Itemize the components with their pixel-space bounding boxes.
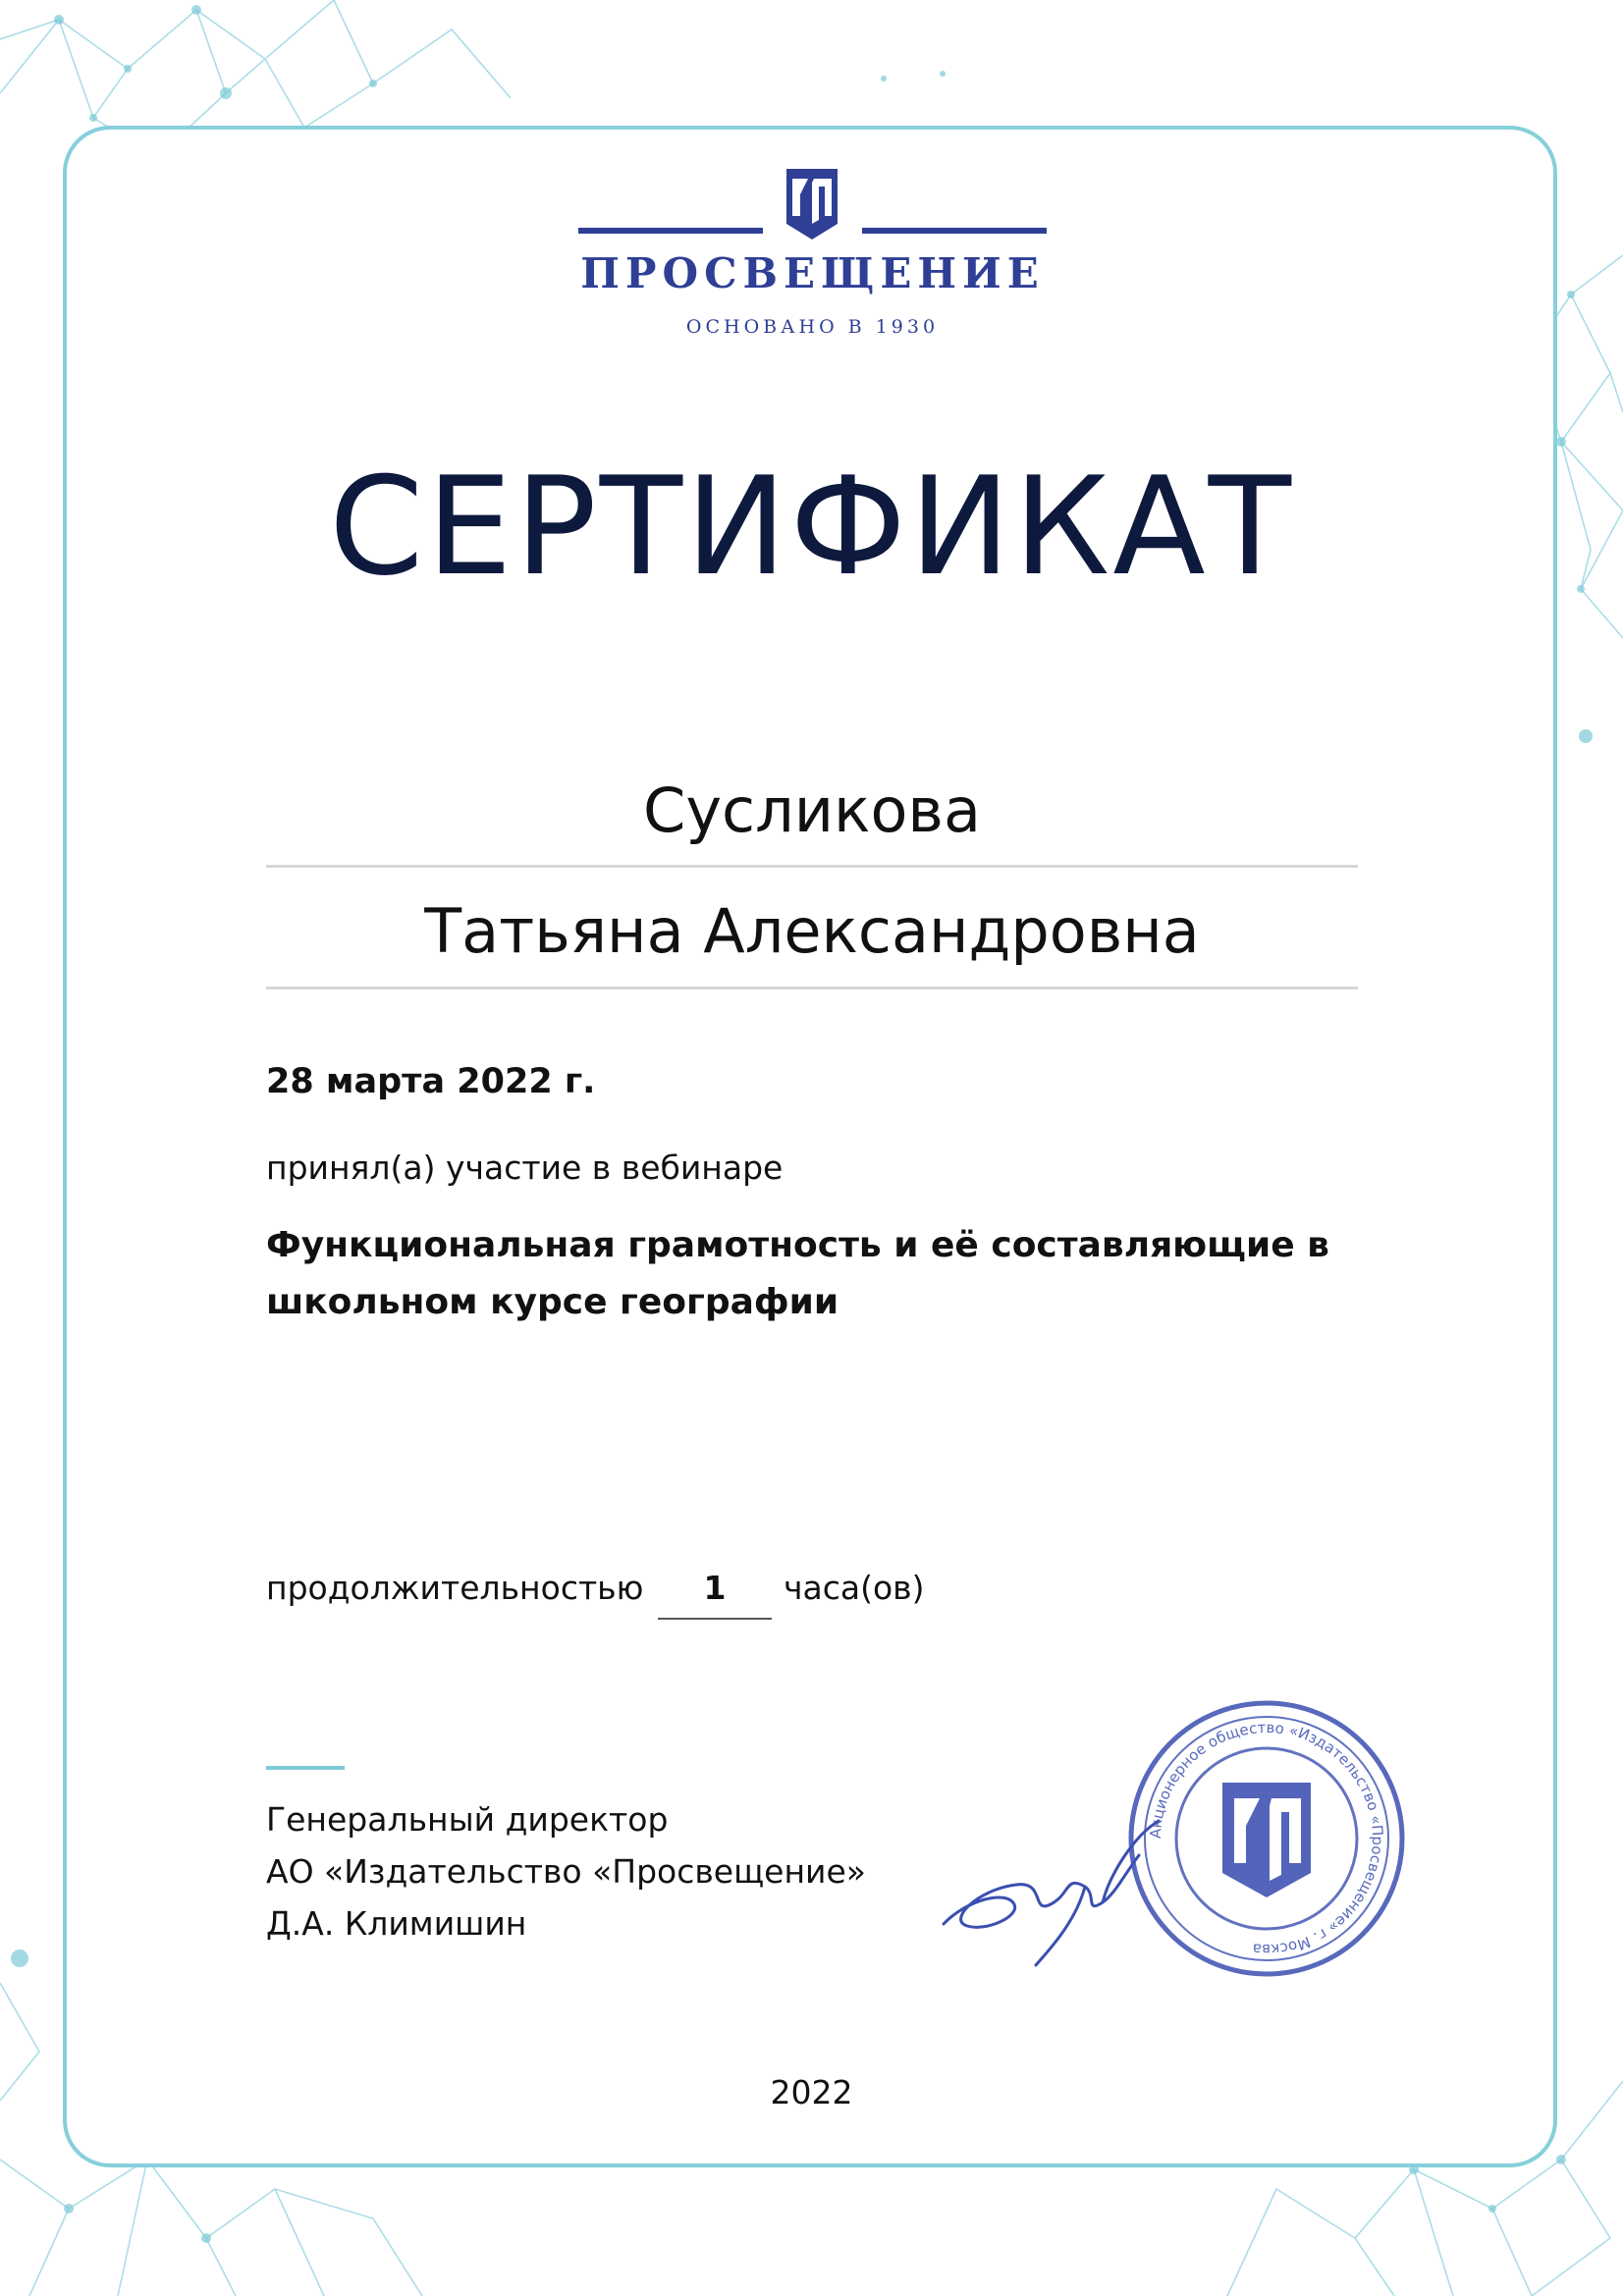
certificate-year: 2022 xyxy=(770,2073,853,2111)
logo-rule-right xyxy=(862,228,1047,234)
duration-unit: часа(ов) xyxy=(784,1569,925,1607)
prosveshchenie-emblem-icon xyxy=(783,165,841,241)
brand-tagline: ОСНОВАНО В 1930 xyxy=(685,316,940,338)
given-names-underline xyxy=(266,987,1358,989)
signatory-name: Д.А. Климишин xyxy=(266,1904,527,1943)
company-seal xyxy=(1124,1696,1409,1981)
signatory-position: Генеральный директор xyxy=(266,1800,669,1839)
participation-text: принял(а) участие в вебинаре xyxy=(266,1148,784,1187)
brand-logo xyxy=(574,165,1051,351)
duration-underline xyxy=(658,1618,772,1620)
surname-underline xyxy=(266,865,1358,868)
brand-name: ПРОСВЕЩЕНИЕ xyxy=(580,249,1045,297)
logo-rule-left xyxy=(578,228,763,234)
duration-label: продолжительностью xyxy=(266,1569,644,1607)
webinar-title: Функциональная грамотность и её составляющие в школьном курсе географии xyxy=(266,1225,1329,1322)
signatory-accent-rule xyxy=(266,1766,345,1770)
duration-value: 1 xyxy=(703,1569,727,1607)
recipient-surname: Сусликова xyxy=(643,774,981,846)
signatory-organization: АО «Издательство «Просвещение» xyxy=(266,1852,866,1891)
recipient-given-names: Татьяна Александровна xyxy=(424,895,1200,967)
event-date: 28 марта 2022 г. xyxy=(266,1062,596,1101)
seal-ring-text: Акционерное общество «Издательство «Просвещение» г. Москва xyxy=(1146,1718,1387,1959)
certificate-title: СЕРТИФИКАТ xyxy=(329,448,1294,606)
